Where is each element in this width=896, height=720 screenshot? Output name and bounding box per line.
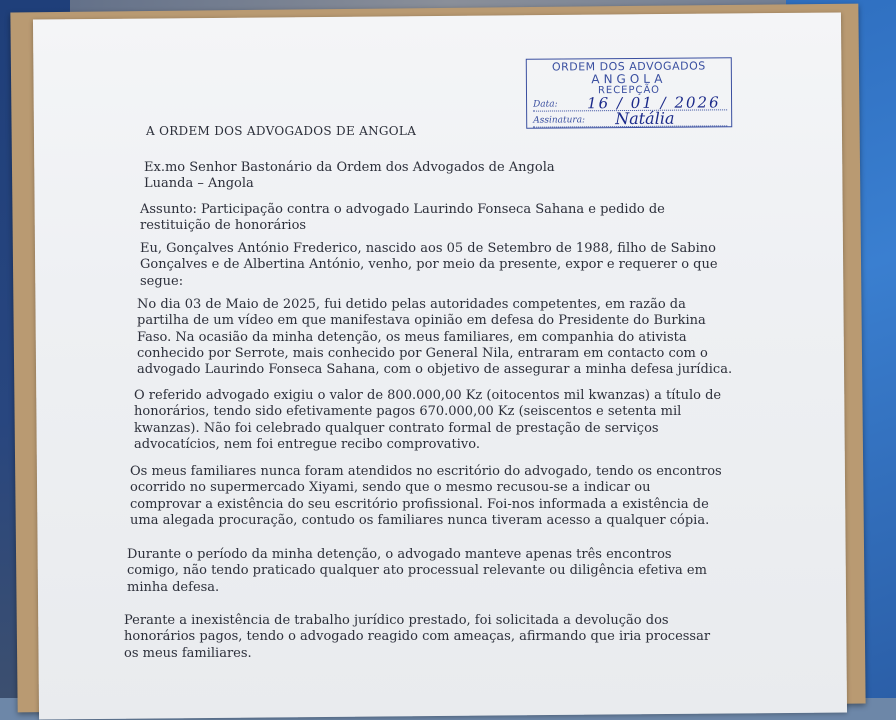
paragraph-line: kwanzas). Não foi celebrado qualquer contrato formal de prestação de serviços bbox=[134, 420, 659, 436]
intro-paragraph bbox=[140, 241, 760, 290]
subject-block bbox=[140, 202, 740, 235]
stamp-date-label: Data: bbox=[533, 99, 558, 110]
paragraph-line: ocorrido no supermercado Xiyami, sendo que o mesmo recusou-se a indicar ou bbox=[130, 480, 651, 496]
paragraph-line: O referido advogado exigiu o valor de 800.000,00 Kz (oitocentos mil kwanzas) a título de bbox=[134, 388, 722, 403]
subject-line: restituição de honorários bbox=[140, 218, 307, 234]
paragraph-line: comprovar a existência do seu escritório profissional. Foi-nos informada a existência de bbox=[130, 496, 709, 512]
stamp-country: ANGOLA bbox=[591, 71, 667, 87]
stamp-reception: RECEPÇÃO bbox=[597, 84, 661, 97]
subject-line: Assunto: Participação contra o advogado Laurindo Fonseca Sahana e pedido de bbox=[140, 202, 665, 217]
stamp-organization: ORDEM DOS ADVOGADOS bbox=[551, 59, 706, 74]
paragraph-line: comigo, não tendo praticado qualquer ato processual relevante ou diligência efetiva em bbox=[127, 563, 707, 579]
paragraph-line: Faso. Na ocasião da minha detenção, os meus familiares, em companhia do ativista bbox=[137, 329, 687, 345]
paragraph-line: segue: bbox=[140, 273, 184, 289]
paragraph-detention bbox=[137, 297, 757, 378]
paragraph-line: Perante a inexistência de trabalho jurídico prestado, foi solicitada a devolução dos bbox=[124, 613, 669, 628]
recipient-line: Luanda – Angola bbox=[144, 176, 254, 192]
paragraph-line: Eu, Gonçalves António Frederico, nascido aos 05 de Setembro de 1988, filho de Sabino bbox=[140, 241, 716, 256]
recipient-block bbox=[144, 160, 764, 193]
paragraph-line: Durante o período da minha detenção, o advogado manteve apenas três encontros bbox=[127, 547, 672, 562]
stamp-signature-label: Assinatura: bbox=[533, 115, 586, 126]
paragraph-detention-period bbox=[127, 547, 747, 596]
paragraph-line: os meus familiares. bbox=[124, 645, 252, 661]
paragraph-line: Gonçalves e de Albertina António, venho, por meio da presente, expor e requerer o que bbox=[140, 257, 718, 273]
reception-stamp bbox=[526, 57, 732, 128]
paragraph-line: honorários pagos, tendo o advogado reagido com ameaças, afirmando que iria processar bbox=[124, 629, 711, 645]
paragraph-line: Os meus familiares nunca foram atendidos no escritório do advogado, tendo os encontros bbox=[130, 464, 722, 479]
stamp-signature-row bbox=[533, 108, 727, 129]
stamp-signature-value: Natália bbox=[615, 108, 675, 129]
paragraph-fees bbox=[134, 388, 754, 453]
paragraph-line: conhecido por Serrote, mais conhecido por General Nila, entraram em contacto com o bbox=[137, 345, 708, 361]
paragraph-line: No dia 03 de Maio de 2025, fui detido pelas autoridades competentes, em razão da bbox=[137, 297, 686, 312]
paragraph-line: minha defesa. bbox=[127, 579, 220, 595]
paragraph-line: advocatícios, nem foi entregue recibo comprovativo. bbox=[134, 436, 481, 452]
stamp-date-value: 16 / 01 / 2026 bbox=[587, 93, 721, 113]
paragraph-line: advogado Laurindo Fonseca Sahana, com o objetivo de assegurar a minha defesa jurídica. bbox=[137, 362, 733, 378]
paragraph-line: partilha de um vídeo em que manifestava opinião em defesa do Presidente do Burkina bbox=[137, 313, 706, 329]
paragraph-meetings bbox=[130, 464, 750, 529]
recipient-line: Ex.mo Senhor Bastonário da Ordem dos Advogados de Angola bbox=[144, 160, 555, 175]
paragraph-line: uma alegada procuração, contudo os familiares nunca tiveram acesso a qualquer cópia. bbox=[130, 512, 710, 528]
paragraph-line: honorários, tendo sido efetivamente pagos 670.000,00 Kz (seiscentos e setenta mil bbox=[134, 404, 682, 420]
paragraph-refund bbox=[124, 613, 744, 662]
letter-heading: A ORDEM DOS ADVOGADOS DE ANGOLA bbox=[146, 124, 417, 138]
